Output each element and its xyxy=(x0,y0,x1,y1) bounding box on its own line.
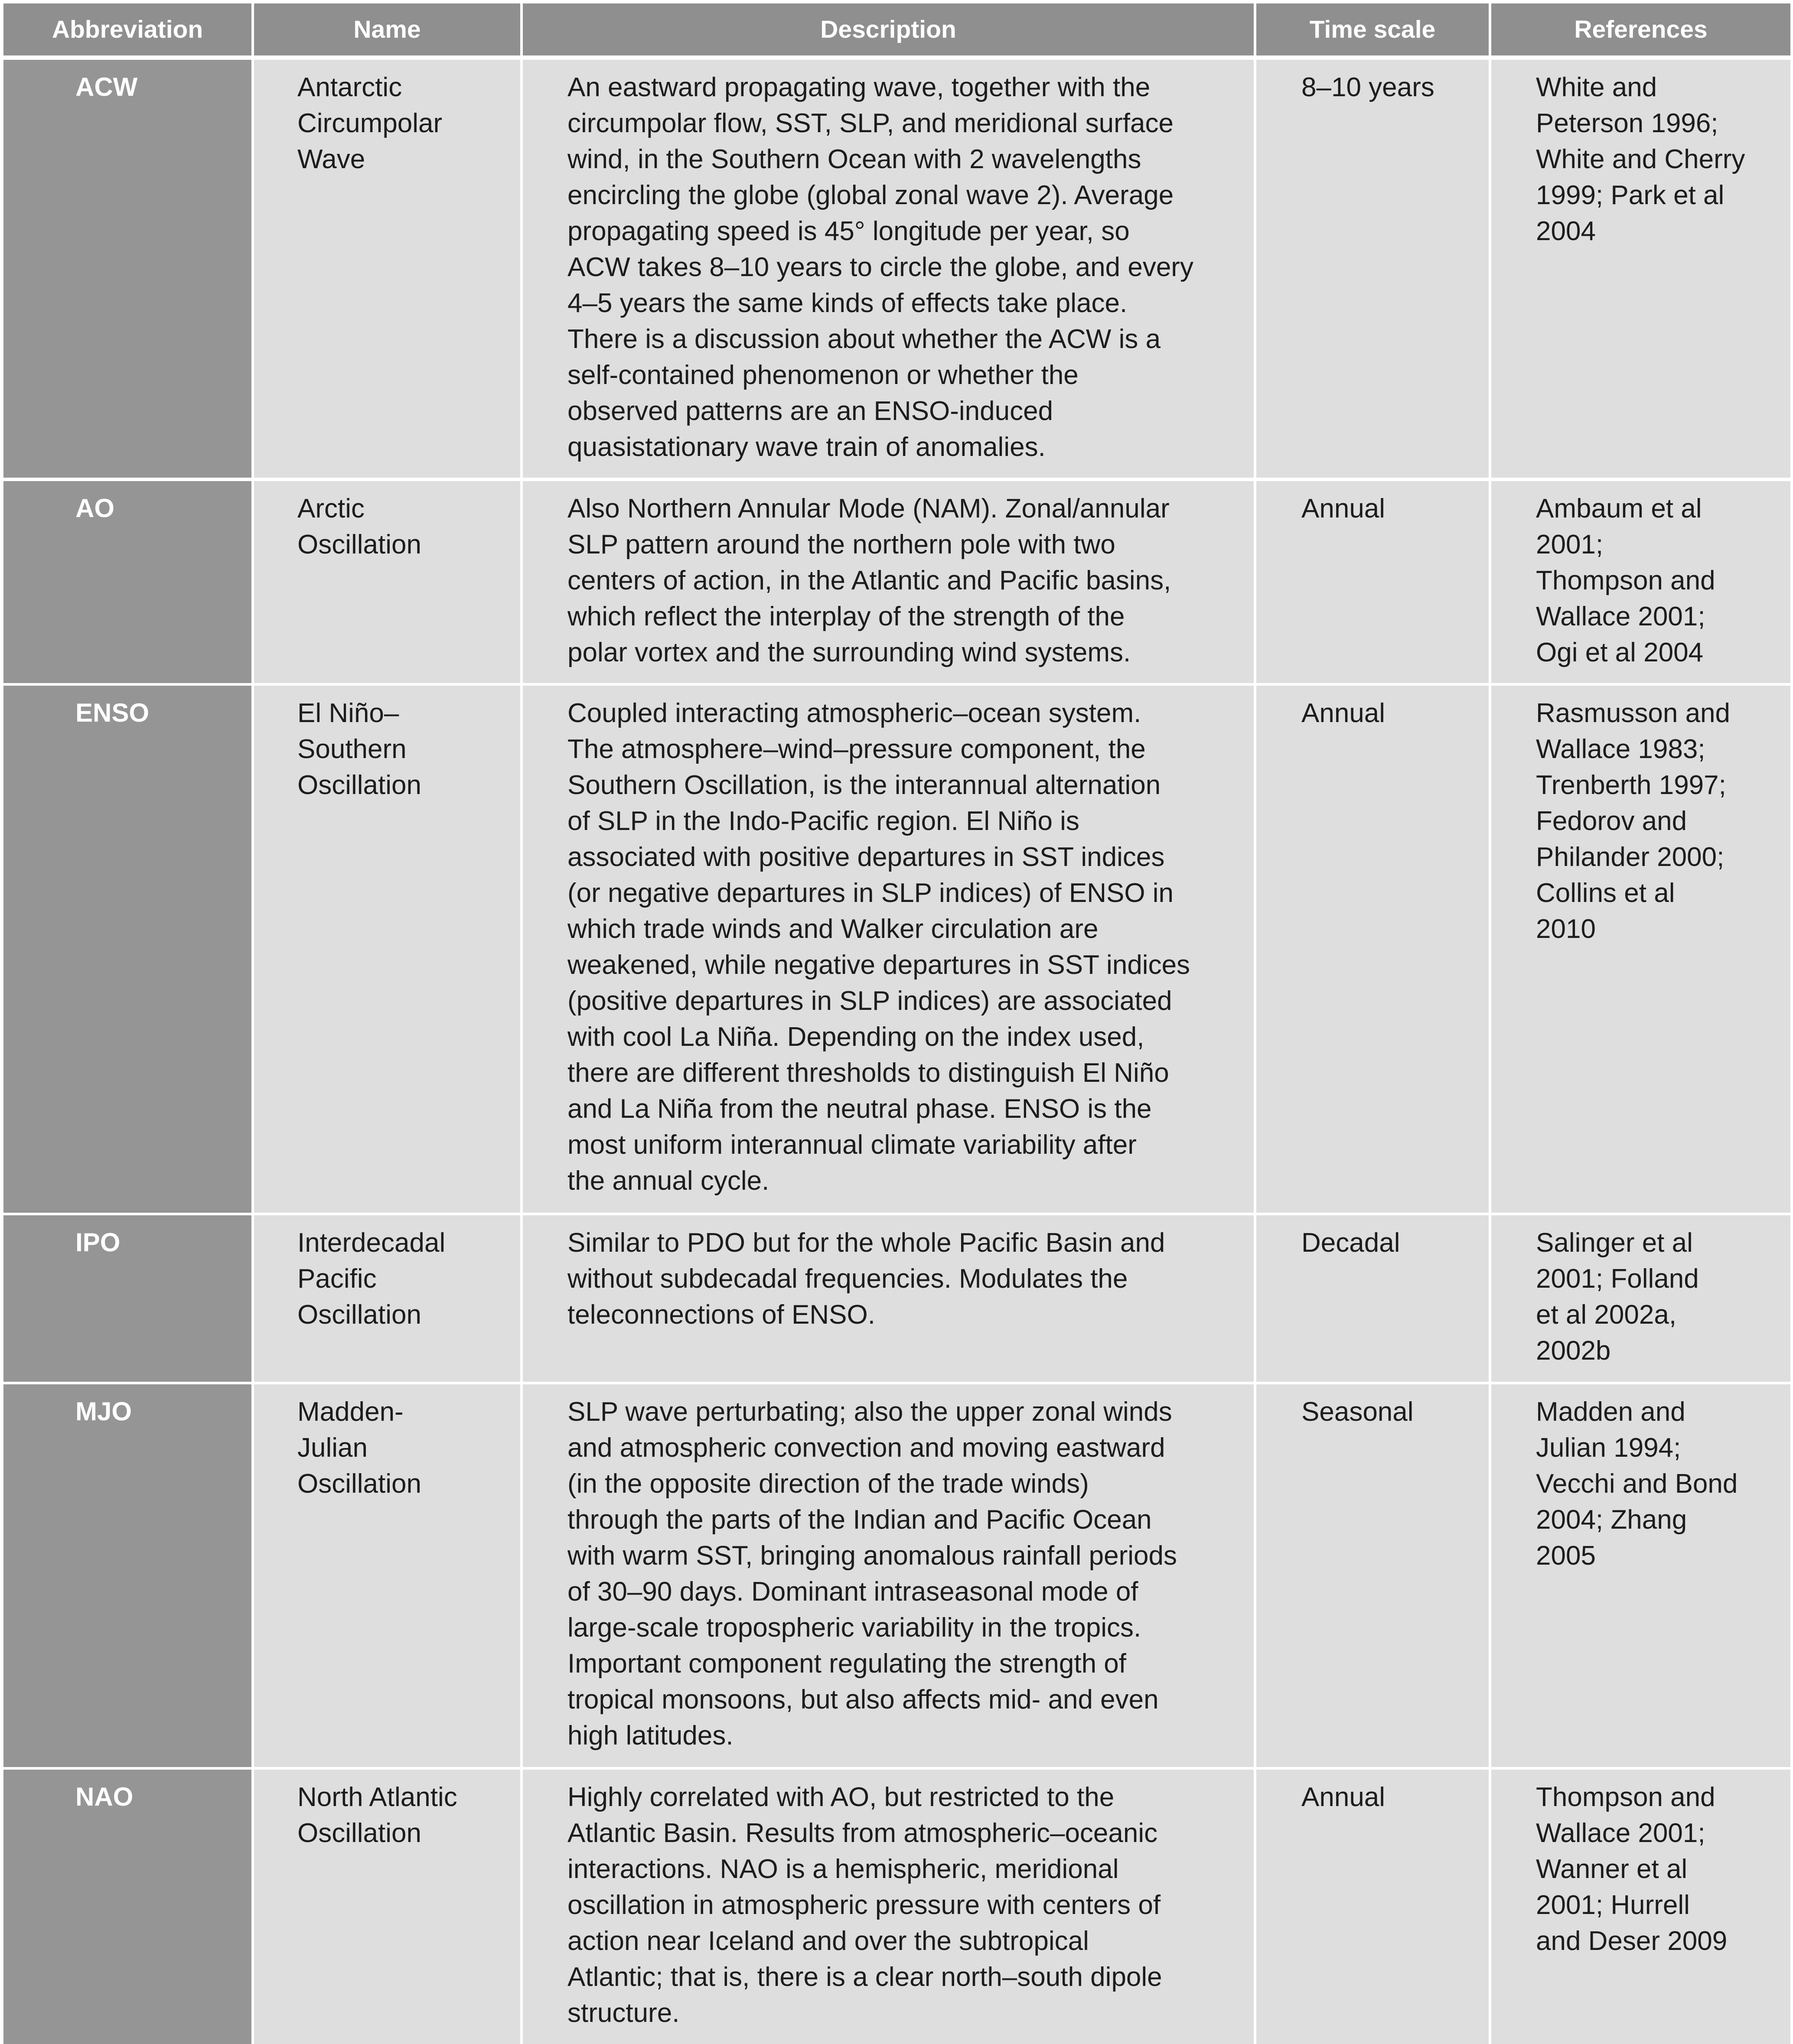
name-line: Oscillation xyxy=(297,530,421,560)
references-line: Thompson and xyxy=(1536,566,1715,596)
references-line: et al 2002a, xyxy=(1536,1300,1677,1330)
description-line: polar vortex and the surrounding wind systems. xyxy=(567,638,1131,667)
name-line: El Niño– xyxy=(297,698,399,728)
description-line: of 30–90 days. Dominant intraseasonal mode of xyxy=(567,1577,1138,1607)
references-line: 2005 xyxy=(1536,1541,1596,1571)
description-line: observed patterns are an ENSO-induced xyxy=(567,396,1053,426)
cell-description-nao xyxy=(523,1770,1254,2044)
description-line: with warm SST, bringing anomalous rainfall periods xyxy=(567,1541,1177,1571)
cell-abbreviation-enso: ENSO xyxy=(3,686,251,1213)
cell-time-scale-ipo: Decadal xyxy=(1256,1215,1489,1382)
description-line: wind, in the Southern Ocean with 2 wavelengths xyxy=(567,144,1141,174)
references-line: 2002b xyxy=(1536,1336,1611,1366)
description-line: Highly correlated with AO, but restricted to the xyxy=(567,1782,1115,1812)
description-line: there are different thresholds to distinguish El Niño xyxy=(567,1058,1169,1088)
cell-references-enso xyxy=(1491,686,1790,1213)
description-line: SLP wave perturbating; also the upper zonal winds xyxy=(567,1397,1172,1427)
description-line: large-scale tropospheric variability in the tropics. xyxy=(567,1613,1141,1643)
description-line: (or negative departures in SLP indices) of ENSO in xyxy=(567,878,1174,908)
name-line: Interdecadal xyxy=(297,1228,446,1258)
cell-time-scale-acw: 8–10 years xyxy=(1256,60,1489,478)
description-line: circumpolar flow, SST, SLP, and meridional surface xyxy=(567,108,1174,138)
references-line: Salinger et al xyxy=(1536,1228,1693,1258)
description-line: through the parts of the Indian and Pacific Ocean xyxy=(567,1505,1152,1535)
description-line: which trade winds and Walker circulation are xyxy=(567,914,1099,944)
references-line: Fedorov and xyxy=(1536,806,1687,836)
name-line: Oscillation xyxy=(297,1818,421,1848)
references-line: Collins et al xyxy=(1536,878,1675,908)
name-line: Pacific xyxy=(297,1264,377,1294)
description-line: teleconnections of ENSO. xyxy=(567,1300,875,1330)
description-line: action near Iceland and over the subtropical xyxy=(567,1926,1089,1956)
description-line: encircling the globe (global zonal wave 2). Average xyxy=(567,180,1174,210)
description-line: weakened, while negative departures in SST indices xyxy=(567,950,1190,980)
references-line: Philander 2000; xyxy=(1536,842,1725,872)
cell-abbreviation-nao: NAO xyxy=(3,1770,251,2044)
cell-description-ipo xyxy=(523,1215,1254,1382)
description-line: propagating speed is 45° longitude per year, so xyxy=(567,216,1130,246)
name-line: Circumpolar xyxy=(297,108,443,138)
description-line: of SLP in the Indo-Pacific region. El Niño is xyxy=(567,806,1079,836)
header-time-scale: Time scale xyxy=(1256,3,1489,55)
cell-time-scale-mjo: Seasonal xyxy=(1256,1384,1489,1767)
name-line: Julian xyxy=(297,1433,368,1463)
references-line: Vecchi and Bond xyxy=(1536,1469,1738,1499)
name-line: Antarctic xyxy=(297,72,402,102)
references-line: 2004 xyxy=(1536,216,1596,246)
description-line: associated with positive departures in SST indices xyxy=(567,842,1165,872)
description-line: (in the opposite direction of the trade winds) xyxy=(567,1469,1089,1499)
description-line: SLP pattern around the northern pole with two xyxy=(567,530,1115,560)
cell-description-mjo xyxy=(523,1384,1254,1767)
name-line: Southern xyxy=(297,734,407,764)
cell-name-acw xyxy=(254,60,520,478)
description-line: centers of action, in the Atlantic and Pacific basins, xyxy=(567,566,1171,596)
references-line: Wallace 1983; xyxy=(1536,734,1705,764)
cell-description-ao xyxy=(523,481,1254,683)
description-line: interactions. NAO is a hemispheric, meridional xyxy=(567,1854,1119,1884)
cell-name-enso xyxy=(254,686,520,1213)
cell-abbreviation-ipo: IPO xyxy=(3,1215,251,1382)
description-line: tropical monsoons, but also affects mid- and even xyxy=(567,1685,1159,1715)
cell-name-ipo xyxy=(254,1215,520,1382)
header-name: Name xyxy=(254,3,520,55)
cell-time-scale-enso: Annual xyxy=(1256,686,1489,1213)
references-line: Trenberth 1997; xyxy=(1536,770,1726,800)
description-line: oscillation in atmospheric pressure with centers of xyxy=(567,1890,1161,1920)
cell-references-ipo xyxy=(1491,1215,1790,1382)
references-line: Julian 1994; xyxy=(1536,1433,1681,1463)
references-line: White and Cherry xyxy=(1536,144,1745,174)
description-line: and atmospheric convection and moving eastward xyxy=(567,1433,1165,1463)
references-line: Wanner et al xyxy=(1536,1854,1688,1884)
description-line: 4–5 years the same kinds of effects take place. xyxy=(567,288,1128,318)
description-line: ACW takes 8–10 years to circle the globe, and every xyxy=(567,252,1193,282)
description-line: which reflect the interplay of the strength of the xyxy=(567,602,1125,631)
name-line: Oscillation xyxy=(297,1469,421,1499)
description-line: structure. xyxy=(567,1998,680,2028)
cell-references-ao xyxy=(1491,481,1790,683)
references-line: Ogi et al 2004 xyxy=(1536,638,1704,667)
description-line: The atmosphere–wind–pressure component, the xyxy=(567,734,1146,764)
cell-abbreviation-mjo: MJO xyxy=(3,1384,251,1767)
description-line: with cool La Niña. Depending on the index used, xyxy=(567,1022,1144,1052)
description-line: Also Northern Annular Mode (NAM). Zonal/annular xyxy=(567,494,1170,524)
references-line: 2001; xyxy=(1536,530,1604,560)
references-line: 2004; Zhang xyxy=(1536,1505,1687,1535)
cell-name-ao xyxy=(254,481,520,683)
cell-abbreviation-ao: AO xyxy=(3,481,251,683)
references-line: Madden and xyxy=(1536,1397,1685,1427)
description-line: (positive departures in SLP indices) are associated xyxy=(567,986,1172,1016)
cell-time-scale-ao: Annual xyxy=(1256,481,1489,683)
name-line: North Atlantic xyxy=(297,1782,457,1812)
cell-abbreviation-acw: ACW xyxy=(3,60,251,478)
description-line: Atlantic; that is, there is a clear north–south dipole xyxy=(567,1962,1162,1992)
cell-description-acw xyxy=(523,60,1254,478)
references-line: 2010 xyxy=(1536,914,1596,944)
description-line: high latitudes. xyxy=(567,1721,734,1751)
cell-description-enso xyxy=(523,686,1254,1213)
name-line: Oscillation xyxy=(297,770,421,800)
name-line: Wave xyxy=(297,144,365,174)
references-line: 1999; Park et al xyxy=(1536,180,1725,210)
header-description: Description xyxy=(523,3,1254,55)
description-line: most uniform interannual climate variability after xyxy=(567,1130,1137,1160)
header-references: References xyxy=(1491,3,1790,55)
description-line: Southern Oscillation, is the interannual alternation xyxy=(567,770,1161,800)
references-line: Wallace 2001; xyxy=(1536,602,1705,631)
cell-references-mjo xyxy=(1491,1384,1790,1767)
description-line: Atlantic Basin. Results from atmospheric–oceanic xyxy=(567,1818,1158,1848)
references-line: 2001; Hurrell xyxy=(1536,1890,1690,1920)
cell-name-mjo xyxy=(254,1384,520,1767)
description-line: There is a discussion about whether the ACW is a xyxy=(567,324,1161,354)
description-line: and La Niña from the neutral phase. ENSO is the xyxy=(567,1094,1152,1124)
description-line: An eastward propagating wave, together with the xyxy=(567,72,1151,102)
description-line: Similar to PDO but for the whole Pacific Basin and xyxy=(567,1228,1165,1258)
references-line: and Deser 2009 xyxy=(1536,1926,1728,1956)
description-line: without subdecadal frequencies. Modulates the xyxy=(567,1264,1128,1294)
references-line: Wallace 2001; xyxy=(1536,1818,1705,1848)
header-abbreviation: Abbreviation xyxy=(3,3,251,55)
cell-references-acw xyxy=(1491,60,1790,478)
cell-name-nao xyxy=(254,1770,520,2044)
description-line: Important component regulating the strength of xyxy=(567,1649,1127,1679)
references-line: Thompson and xyxy=(1536,1782,1715,1812)
references-line: 2001; Folland xyxy=(1536,1264,1699,1294)
name-line: Oscillation xyxy=(297,1300,421,1330)
cell-references-nao xyxy=(1491,1770,1790,2044)
references-line: Ambaum et al xyxy=(1536,494,1702,524)
description-line: the annual cycle. xyxy=(567,1166,769,1196)
references-line: White and xyxy=(1536,72,1657,102)
name-line: Arctic xyxy=(297,494,365,524)
references-line: Peterson 1996; xyxy=(1536,108,1718,138)
cell-time-scale-nao: Annual xyxy=(1256,1770,1489,2044)
description-line: self-contained phenomenon or whether the xyxy=(567,360,1079,390)
description-line: Coupled interacting atmospheric–ocean system. xyxy=(567,698,1141,728)
description-line: quasistationary wave train of anomalies. xyxy=(567,432,1046,462)
name-line: Madden- xyxy=(297,1397,404,1427)
references-line: Rasmusson and xyxy=(1536,698,1731,728)
